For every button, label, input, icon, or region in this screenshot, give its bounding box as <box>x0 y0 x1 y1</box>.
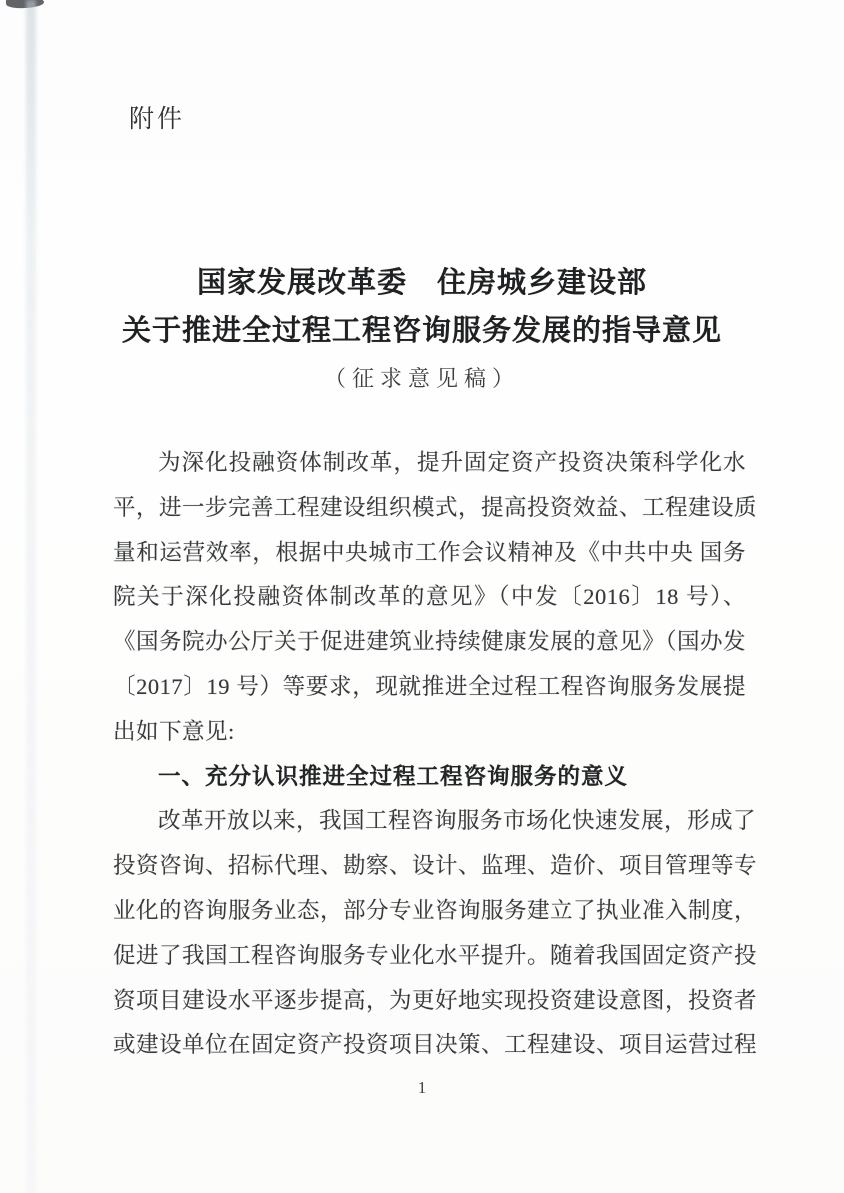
body-line: 量和运营效率，根据中央城市工作会议精神及《中共中央 国务 <box>113 539 746 565</box>
body-line: 改革开放以来，我国工程咨询服务市场化快速发展，形成了 <box>158 808 757 834</box>
body-line: 院关于深化投融资体制改革的意见》（中发〔2016〕18 号）、 <box>113 584 746 610</box>
body-line: 资项目建设水平逐步提高，为更好地实现投资建设意图，投资者 <box>113 987 758 1013</box>
body-line: 业化的咨询服务业态，部分专业咨询服务建立了执业准入制度， <box>113 897 758 923</box>
body-line: 出如下意见: <box>113 718 235 744</box>
body-line: 〔2017〕19 号）等要求，现就推进全过程工程咨询服务发展提 <box>113 673 746 699</box>
title-block <box>0 266 844 393</box>
section-heading: 一、充分认识推进全过程工程咨询服务的意义 <box>158 763 629 789</box>
document-body <box>113 441 758 1068</box>
body-line: 投资咨询、招标代理、勘察、设计、监理、造价、项目管理等专 <box>113 853 758 879</box>
body-line: 《国务院办公厅关于促进建筑业持续健康发展的意见》（国办发 <box>113 629 746 655</box>
document-title-line1: 国家发展改革委 住房城乡建设部 <box>196 267 647 299</box>
body-line: 促进了我国工程咨询服务专业化水平提升。随着我国固定资产投 <box>113 942 758 968</box>
attachment-label: 附件 <box>129 106 186 133</box>
page-number: 1 <box>417 1078 427 1097</box>
document-subtitle: （征求意见稿） <box>323 366 520 391</box>
scan-smudge-artifact <box>6 0 45 9</box>
body-line: 平，进一步完善工程建设组织模式，提高投资效益、工程建设质 <box>113 494 758 520</box>
document-title-line2: 关于推进全过程工程咨询服务发展的指导意见 <box>121 315 722 347</box>
body-line: 为深化投融资体制改革，提升固定资产投资决策科学化水 <box>158 450 746 475</box>
body-line: 或建设单位在固定资产投资项目决策、工程建设、项目运营过程 <box>113 1032 758 1058</box>
scan-fold-line-artifact <box>26 0 36 1193</box>
